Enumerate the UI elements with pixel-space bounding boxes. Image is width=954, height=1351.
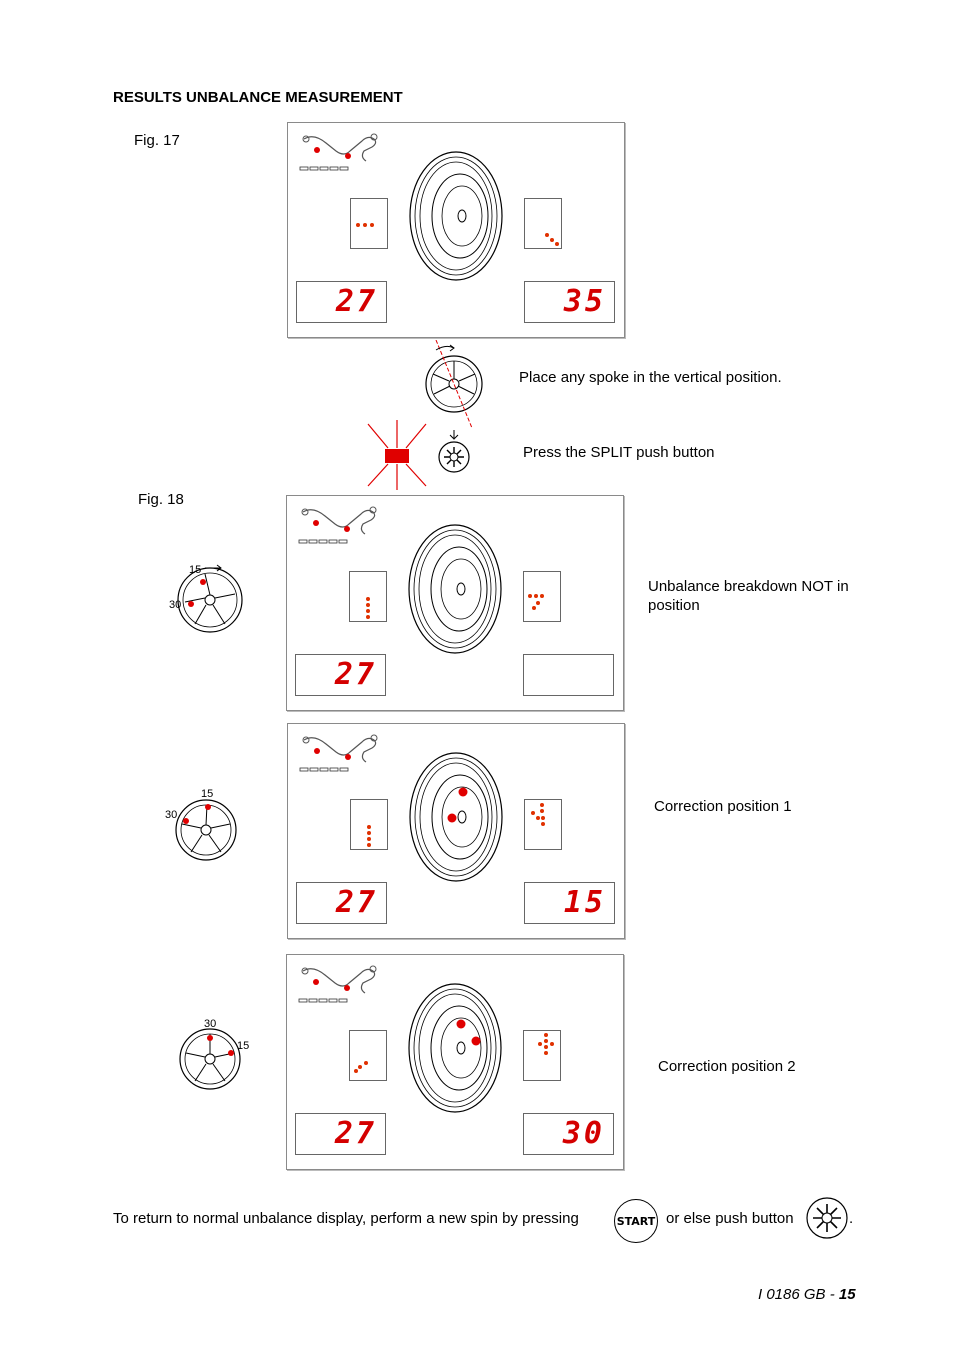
fig17-display-panel xyxy=(287,122,625,338)
split-button-icon[interactable] xyxy=(805,1196,849,1240)
wheel-position-icon xyxy=(165,562,245,634)
page-number: 15 xyxy=(838,1286,856,1303)
fig18-label: Fig. 18 xyxy=(138,491,184,508)
right-direction-box xyxy=(524,198,562,249)
wheel-top-label: 30 xyxy=(204,1018,217,1030)
right-direction-box xyxy=(523,571,561,622)
left-value-display xyxy=(295,654,386,696)
footer-doc: I 0186 GB - xyxy=(758,1286,839,1303)
spoke-vertical-icon xyxy=(420,340,490,430)
wheel-position-icon xyxy=(176,1022,248,1094)
right-value: 30 xyxy=(562,1116,605,1151)
start-button[interactable] xyxy=(614,1199,658,1243)
left-direction-box xyxy=(349,571,387,622)
wheel-side-label: 30 xyxy=(165,809,178,821)
right-direction-box xyxy=(524,799,562,850)
bottom-text-after: or else push button xyxy=(666,1210,794,1227)
right-value-display xyxy=(523,654,614,696)
right-value: 15 xyxy=(563,885,606,920)
start-label: START xyxy=(616,1214,656,1228)
rim-profile-icon xyxy=(298,730,382,774)
left-value-display xyxy=(295,1113,386,1155)
fig17-label: Fig. 17 xyxy=(134,132,180,149)
bottom-period: . xyxy=(849,1210,854,1227)
wheel-top-label: 15 xyxy=(201,788,214,800)
bottom-text-before: To return to normal unbalance display, perform a new spin by pressing xyxy=(113,1210,579,1227)
instruction-split: Press the SPLIT push button xyxy=(523,444,715,461)
left-direction-box xyxy=(350,799,388,850)
right-value-display xyxy=(524,882,615,924)
left-value: 27 xyxy=(335,284,378,319)
split-button-icon[interactable] xyxy=(438,428,474,474)
blinking-light-icon xyxy=(362,420,432,490)
left-value: 27 xyxy=(334,1116,377,1151)
rim-profile-icon xyxy=(297,961,381,1005)
rim-profile-icon xyxy=(297,502,381,546)
right-value: 35 xyxy=(563,284,606,319)
right-value-display xyxy=(523,1113,614,1155)
right-value-display xyxy=(524,281,615,323)
left-direction-box xyxy=(349,1030,387,1081)
wheel-tyre-icon xyxy=(406,149,506,283)
wheel-tyre-icon xyxy=(406,750,506,884)
caption-position-1: Correction position 1 xyxy=(654,798,792,815)
page-footer xyxy=(758,1286,856,1303)
rim-profile-icon xyxy=(298,129,382,173)
fig18-panel-1 xyxy=(286,495,624,711)
fig18-panel-2 xyxy=(287,723,625,939)
right-direction-box xyxy=(523,1030,561,1081)
caption-position-2: Correction position 2 xyxy=(658,1058,796,1075)
wheel-tyre-icon xyxy=(405,981,505,1115)
wheel-tyre-icon xyxy=(405,522,505,656)
left-value: 27 xyxy=(334,657,377,692)
page-heading: RESULTS UNBALANCE MEASUREMENT xyxy=(113,89,403,106)
instruction-spoke: Place any spoke in the vertical position. xyxy=(519,369,782,386)
fig18-panel-3 xyxy=(286,954,624,1170)
left-value-display xyxy=(296,281,387,323)
wheel-side-label: 15 xyxy=(237,1040,250,1052)
wheel-top-label: 15 xyxy=(189,564,202,576)
left-value-display xyxy=(296,882,387,924)
wheel-side-label: 30 xyxy=(169,599,182,611)
left-value: 27 xyxy=(335,885,378,920)
left-direction-box xyxy=(350,198,388,249)
caption-not-in-position: Unbalance breakdown NOT in position xyxy=(648,578,849,614)
